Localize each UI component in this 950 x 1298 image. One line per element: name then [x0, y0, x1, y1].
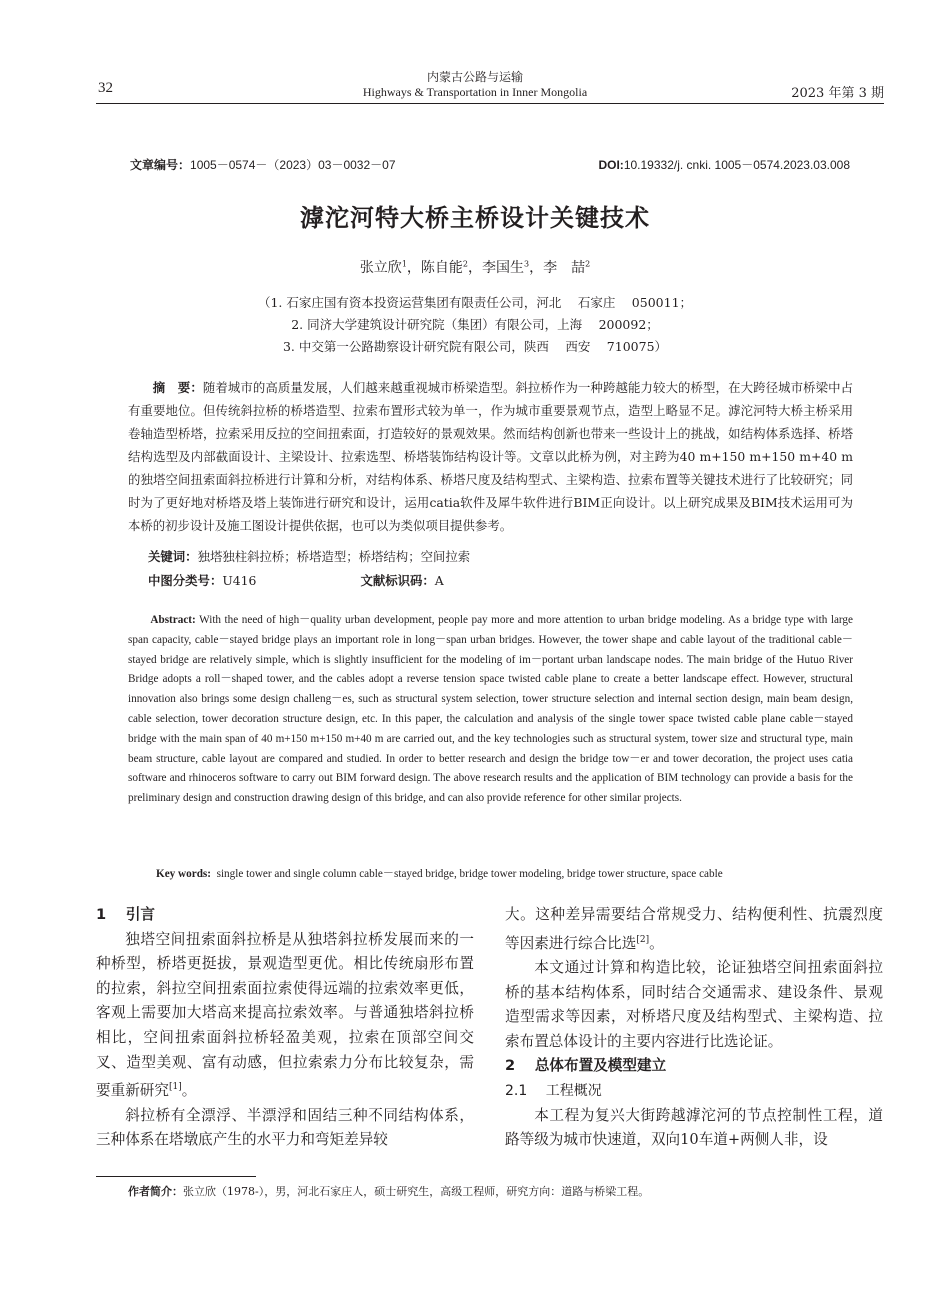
doc-code-value: A [434, 573, 444, 588]
author: 李 喆 [543, 260, 586, 276]
affiliation: 3. 中交第一公路勘察设计研究院有限公司，陕西 西安 710075） [282, 339, 668, 354]
author-sup: 1 [401, 259, 407, 269]
paper-title: 滹沱河特大桥主桥设计关键技术 [300, 204, 650, 232]
footnote-rule [96, 1176, 256, 1177]
abstract-cn [128, 376, 853, 537]
classification [148, 571, 444, 589]
paragraph: 本工程为复兴大街跨越滹沱河的节点控制性工程，道路等级为城市快速道，双向10车道+两侧人非，设 [505, 1106, 883, 1149]
abstract-cn-label: 摘 要： [152, 380, 203, 395]
article-number-label: 文章编号： [130, 158, 191, 172]
keywords-en-text: single tower and single column cable－stayed bridge, bridge tower modeling, bridge tower structure, space cable [216, 868, 723, 880]
doi [598, 156, 850, 173]
body-left-column [96, 903, 474, 1153]
paragraph-text: 独塔空间扭索面斜拉桥是从独塔斜拉桥发展而来的一种桥型，桥塔更挺拔，景观造型更优。相比传统扇形布置的拉索，斜拉空间扭索面拉索使得远端的拉索效率更低，客观上需要加大塔高来提高拉索效率。与普通独塔斜拉桥相比，空间扭索面斜拉桥轻盈美观，拉索在顶部空间交叉、造型美观、富有动感，但拉索索力分布比较复杂，需要重新研究 [96, 930, 474, 1100]
footnote [128, 1183, 649, 1199]
author-list: 张立欣$^1$，陈自能$^2$，李国生$^3$，李 喆$^2$ [359, 259, 591, 276]
article-number-value: 1005－0574－（2023）03－0032－07 [190, 158, 396, 172]
keywords-cn [148, 547, 470, 565]
paragraph-text: 大。这种差异需要结合常规受力、结构便利性、抗震烈度等因素进行综合比选 [505, 906, 883, 952]
paragraph: 斜拉桥有全漂浮、半漂浮和固结三种不同结构体系，三种体系在塔墩底产生的水平力和弯矩差异较 [96, 1106, 474, 1149]
clc-label: 中图分类号： [148, 573, 223, 588]
author-sup: 3 [524, 259, 530, 269]
abstract-en-label: Abstract: [150, 614, 196, 626]
doc-code-label: 文献标识码： [360, 573, 435, 588]
paragraph-continued [505, 903, 883, 956]
section-heading: 1 引言 [96, 906, 156, 923]
footnote-label: 作者简介： [128, 1185, 183, 1198]
journal-title-en: Highways & Transportation in Inner Mongolia [362, 85, 588, 99]
journal-title-cn: 内蒙古公路与运输 [426, 70, 523, 84]
author: 张立欣 [359, 260, 402, 276]
keywords-en [156, 865, 723, 881]
clc-value: U416 [222, 573, 257, 588]
article-number [130, 156, 396, 173]
paragraph-end: 。 [649, 934, 664, 952]
abstract-cn-text: 随着城市的高质量发展，人们越来越重视城市桥梁造型。斜拉桥作为一种跨越能力较大的桥型，在大跨径城市桥梁中占有重要地位。但传统斜拉桥的桥塔造型、拉索布置形式较为单一，作为城市重要景观节点，造型上略显不足。滹沱河特大桥主桥采用卷轴造型桥塔，拉索采用反拉的空间扭索面，打造较好的景观效果。然而结构创新也带来一些设计上的挑战，如结构体系选择、桥塔结构选型及内部截面设计、主梁设计、拉索选型、桥塔装饰结构设计等。文章以此桥为例，对主跨为40 m+150 m+150 m+40 m的独塔空间扭索面斜拉桥进行计算和分析，对结构体系、桥塔尺度及结构型式、主梁构造、拉索布置等关键技术进行了比较研究；同时为了更好地对桥塔及塔上装饰进行研究和设计，运用catia软件及犀牛软件进行BIM正向设计。以上研究成果及BIM技术运用可为本桥的初步设计及施工图设计提供依据，也可以为类似项目提供参考。 [128, 380, 854, 533]
header-rule [96, 103, 884, 104]
paragraph [96, 928, 474, 1104]
footnote-text: 张立欣（1978-），男，河北石家庄人，硕士研究生，高级工程师，研究方向：道路与桥梁工程。 [183, 1185, 650, 1198]
affiliations [0, 292, 950, 358]
doi-label: DOI: [598, 158, 624, 172]
issue-label: 2023 年第 3 期 [791, 86, 884, 101]
author-sup: 2 [585, 259, 591, 269]
affiliation: （1. 石家庄国有资本投资运营集团有限责任公司，河北 石家庄 050011； [257, 295, 693, 310]
author-sup: 2 [462, 259, 468, 269]
paragraph-end: 。 [181, 1082, 197, 1100]
abstract-en-text: With the need of high－quality urban development, people pay more and more attention to urban bridge modeling. As a bridge type with large span capacity, cable－stayed bridge plays an important role in long－span urban bridges. However, the tower shape and cable layout of the traditional cable－stayed bridge are relatively simple, which is slightly insufficient for the modeling of im－portant urban landscape nodes. The main bridge of the Hutuo River Bridge adopts a roll－shaped tower, and the cables adopt a reverse tension space twisted cable plane to create a better landscape effect. However, structural innovation also brings some design challeng－es, such as structural system selection, tower structure selection and internal section design, main beam design, cable selection, tower decoration structure design, etc. In this paper, the calculation and analysis of the single tower space twisted cable plane cable－stayed bridge with the main span of 40 m+150 m+150 m+40 m are carried out, and the key technologies such as structural system, tower size and structural type, main beam structure, cable layout are compared and studied. In order to better research and design the bridge tow－er and tower decoration, the project uses catia software and rhinoceros software to carry out BIM forward design. The above research results and the application of BIM technology can provide a basis for the preliminary design and construction drawing design of this bridge, and can also provide reference for other similar projects. [128, 614, 853, 805]
page-number: 32 [98, 80, 113, 96]
author: 李国生 [482, 260, 524, 276]
author: 陈自能 [420, 260, 463, 276]
doi-value: 10.19332/j. cnki. 1005－0574.2023.03.008 [623, 158, 850, 172]
paragraph: 本文通过计算和构造比较，论证独塔空间扭索面斜拉桥的基本结构体系，同时结合交通需求、建设条件、景观造型需求等因素，对桥塔尺度及结构型式、主梁构造、拉索布置总体设计的主要内容进行比选论证。 [505, 959, 883, 1050]
keywords-en-label: Key words: [156, 868, 211, 880]
keywords-cn-label: 关键词： [148, 549, 198, 564]
abstract-en [128, 611, 853, 809]
subsection-heading: 2.1 工程概况 [505, 1083, 602, 1100]
keywords-cn-text: 独塔独柱斜拉桥；桥塔造型；桥塔结构；空间拉索 [197, 549, 471, 564]
section-heading: 2 总体布置及模型建立 [505, 1057, 667, 1075]
affiliation: 2. 同济大学建筑设计研究院（集团）有限公司，上海 200092； [291, 317, 659, 332]
citation: [2] [636, 934, 650, 945]
body-right-column [505, 903, 883, 1153]
citation: [1] [168, 1082, 182, 1093]
